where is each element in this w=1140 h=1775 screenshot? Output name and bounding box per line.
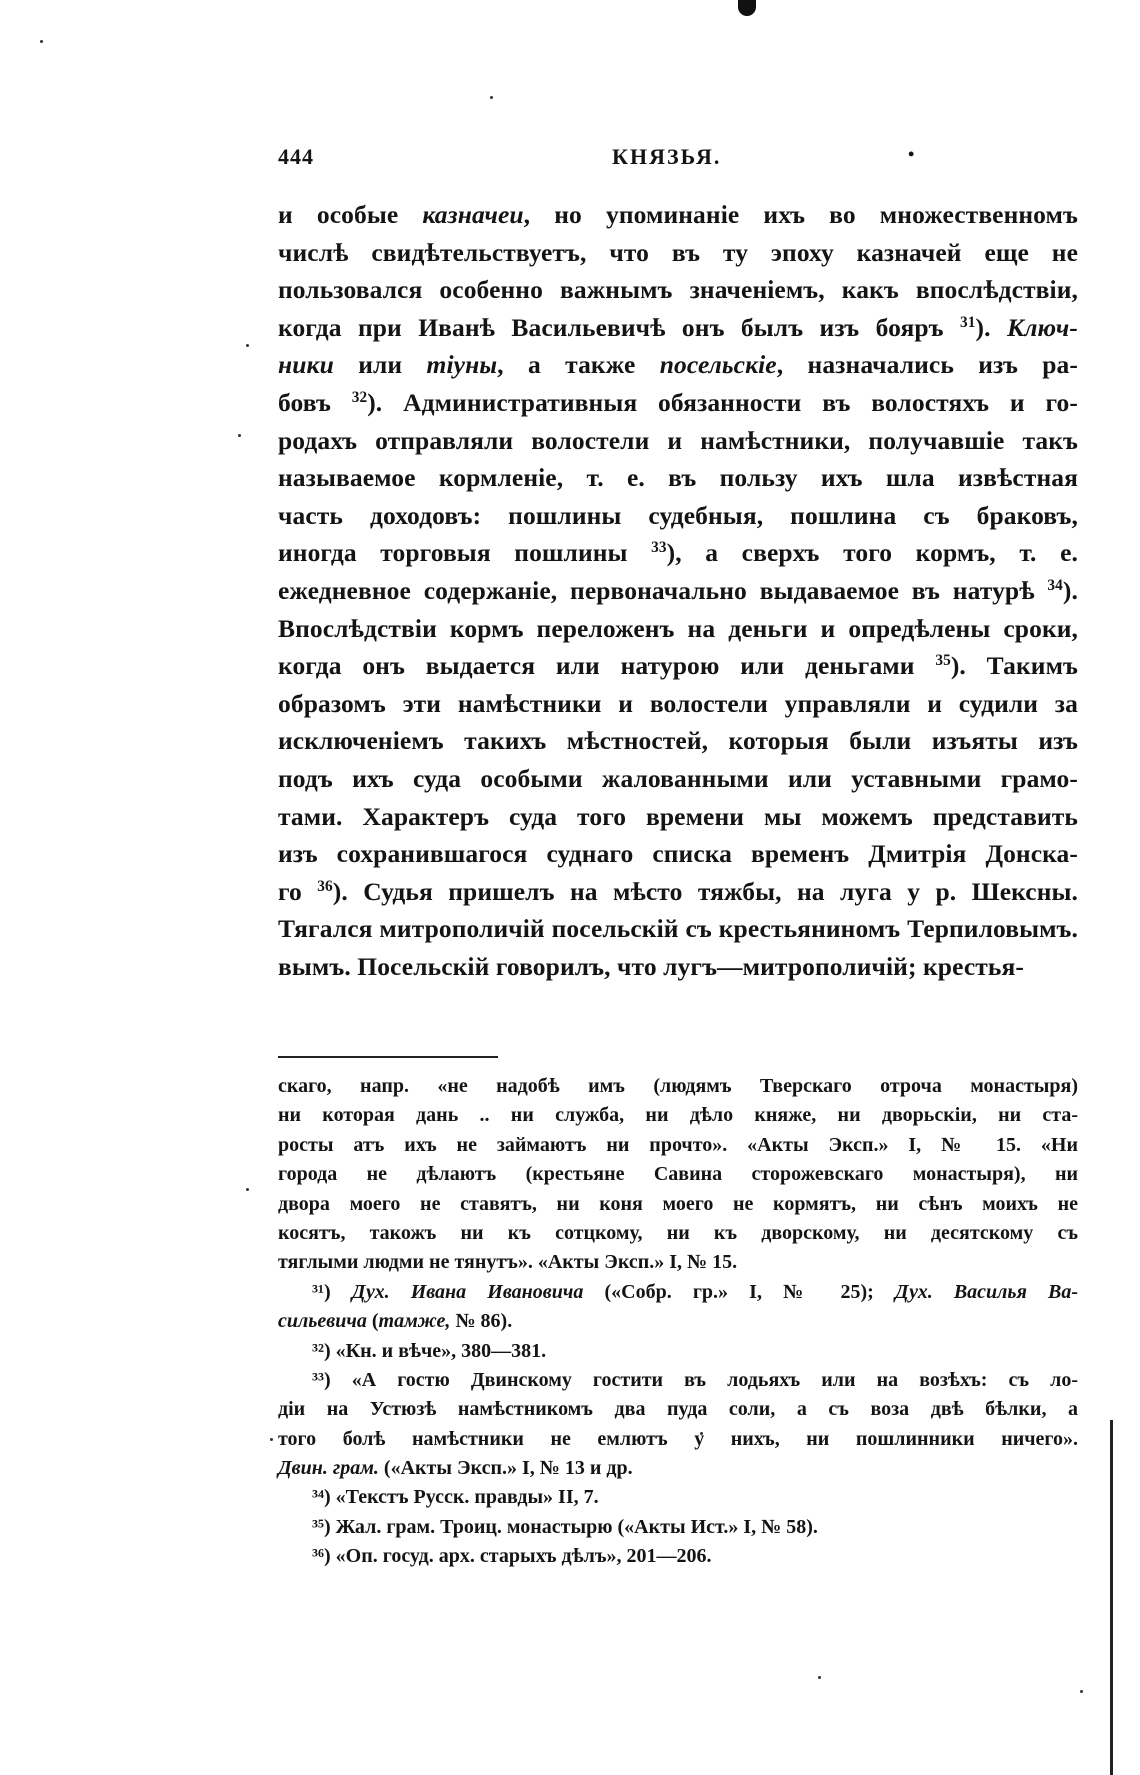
body-line: вымъ. Посельскій говорилъ, что лугъ—митрополичій; крестья-	[278, 951, 1024, 981]
body-line: называемое кормленіе, т. е. въ пользу ихъ шла извѣстная	[278, 463, 1078, 493]
footnote-line: ³¹) Дух. Ивана Ивановича («Собр. гр.» I, № 25); Дух. Василья Ва-	[312, 1280, 1079, 1303]
body-line: Впослѣдствіи кормъ переложенъ на деньги и опредѣлены сроки,	[278, 613, 1078, 643]
footnote-line: ³⁵) Жал. грам. Троиц. монастырю («Акты Ист.» I, № 58).	[312, 1515, 818, 1538]
body-line: тами. Характеръ суда того времени мы можемъ представить	[278, 801, 1078, 831]
footnote-line: города не дѣлаютъ (крестьяне Савина сторожевскаго монастыря), ни	[278, 1163, 1078, 1186]
ink-blot	[738, 0, 756, 16]
header-dot: •	[908, 144, 916, 164]
footnote-line: ³²) «Кн. и вѣче», 380—381.	[312, 1339, 547, 1362]
body-text	[278, 196, 1078, 985]
footnotes	[278, 1072, 1078, 1572]
body-line: пользовался особенно важнымъ значеніемъ, какъ впослѣдствіи,	[278, 275, 1078, 305]
body-line: подъ ихъ суда особыми жалованными или уставными грамо-	[278, 763, 1078, 793]
speck	[490, 96, 493, 99]
speck	[238, 434, 241, 437]
page-number: 444	[278, 144, 314, 169]
footnote-line: ³⁶) «Оп. госуд. арх. старыхъ дѣлъ», 201—206.	[312, 1545, 712, 1568]
body-line: ежедневное содержаніе, первоначально выдаваемое въ натурѣ $^{34}$).	[278, 575, 1078, 605]
footnote-line: косятъ, такожъ ни къ сотцкому, ни къ дворскому, ни десятскому съ	[278, 1221, 1078, 1244]
body-line: го $^{36}$). Судья пришелъ на мѣсто тяжбы, на луга у р. Шексны.	[278, 876, 1078, 906]
body-line: часть доходовъ: пошлины судебныя, пошлина съ браковъ,	[278, 500, 1078, 530]
body-line: ники или тіуны, а также посельскіе, назначались изъ ра-	[278, 350, 1078, 380]
body-line: образомъ эти намѣстники и волостели управляли и судили за	[278, 688, 1078, 718]
footnote-line: Двин. грам. («Акты Эксп.» I, № 13 и др.	[278, 1457, 633, 1480]
footnote-line: скаго, напр. «не надобѣ имъ (людямъ Тверскаго отроча монастыря)	[278, 1075, 1078, 1097]
speck	[270, 1438, 273, 1441]
footnote-line: ни которая дань .. ни служба, ни дѣло княже, ни дворьскіи, ни ста-	[278, 1104, 1078, 1127]
speck	[818, 1676, 821, 1679]
page-edge-shadow	[1110, 1420, 1113, 1775]
body-line: числѣ свидѣтельствуетъ, что въ ту эпоху казначей еще не	[278, 237, 1078, 267]
footnote-line: діи на Устюзѣ намѣстникомъ два пуда соли, а съ воза двѣ бѣлки, а	[278, 1398, 1078, 1421]
footnote-line: сильевича (тамже, № 86).	[278, 1310, 513, 1333]
speck	[246, 1188, 249, 1191]
body-line: иногда торговыя пошлины $^{33}$), а сверхъ того кормъ, т. е.	[278, 538, 1078, 568]
body-line: когда при Иванѣ Васильевичѣ онъ былъ изъ бояръ $^{31}$). Ключ-	[278, 312, 1078, 342]
body-line: бовъ $^{32}$). Административныя обязанности въ волостяхъ и го-	[278, 387, 1078, 417]
body-line: родахъ отправляли волостели и намѣстники, получавшіе такъ	[278, 425, 1078, 455]
body-line: когда онъ выдается или натурою или деньгами $^{35}$). Такимъ	[278, 651, 1079, 681]
page-header	[278, 144, 1078, 174]
body-line: и особые казначеи, но упоминаніе ихъ во множественномъ	[278, 200, 1078, 229]
footnote-line: ³⁴) «Текстъ Русск. правды» II, 7.	[312, 1486, 599, 1509]
footnote-line: тяглыми людми не тянутъ». «Акты Эксп.» I, № 15.	[278, 1251, 738, 1274]
footnote-rule	[278, 1056, 498, 1058]
speck	[1080, 1690, 1083, 1693]
body-line: Тягался митрополичій посельскій съ крестьяниномъ Терпиловымъ.	[278, 914, 1078, 944]
speck	[40, 40, 43, 43]
body-line: изъ сохранившагося суднаго списка временъ Дмитрія Донска-	[278, 839, 1078, 869]
footnote-line: ³³) «А гостю Двинскому гостити въ лодьяхъ или на возѣхъ: съ ло-	[312, 1368, 1078, 1391]
body-line: исключеніемъ такихъ мѣстностей, которыя были изъяты изъ	[278, 726, 1078, 756]
footnote-line: того болѣ намѣстники не емлютъ у нихъ, ни пошлинники ничего».	[278, 1427, 1078, 1450]
footnote-line: двора моего не ставятъ, ни коня моего не кормятъ, ни сѣнъ моихъ не	[278, 1192, 1078, 1215]
running-title: КНЯЗЬЯ.	[612, 144, 722, 169]
footnote-line: росты атъ ихъ не займаютъ ни прочто». «Акты Эксп.» I, № 15. «Ни	[278, 1133, 1078, 1156]
speck	[246, 344, 249, 347]
